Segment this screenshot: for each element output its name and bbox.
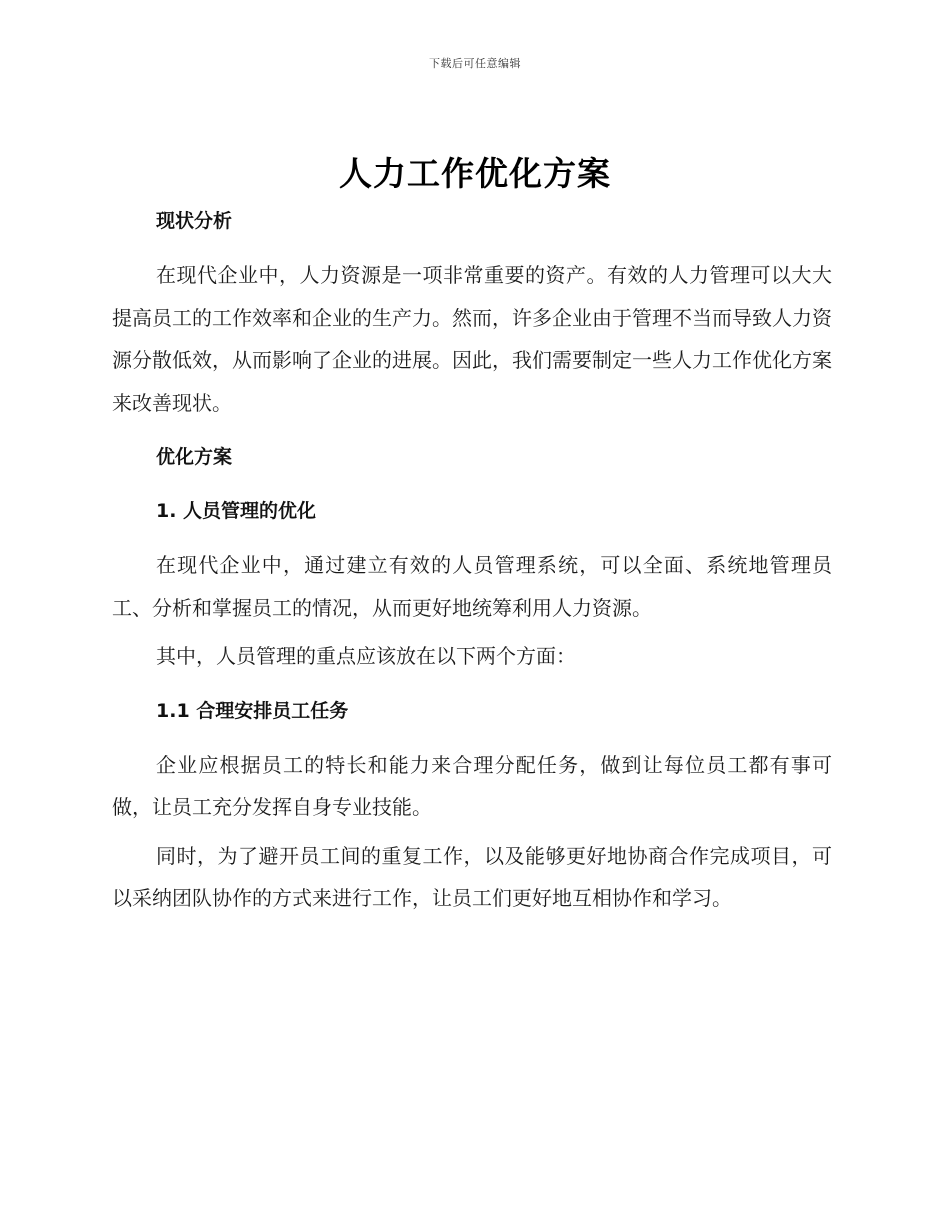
paragraph-task-1: 企业应根据员工的特长和能力来合理分配任务，做到让每位员工都有事可做，让员工充分发挥自身专业技能。 bbox=[112, 752, 832, 819]
document-body bbox=[112, 200, 832, 920]
section-heading-task: 1.1 合理安排员工任务 bbox=[156, 699, 349, 722]
paragraph-status: 在现代企业中，人力资源是一项非常重要的资产。有效的人力管理可以大大提高员工的工作效率和企业的生产力。然而，许多企业由于管理不当而导致人力资源分散低效，从而影响了企业的进展。因此，我们需要制定一些人力工作优化方案来改善现状。 bbox=[112, 263, 832, 415]
page-title: 人力工作优化方案 bbox=[339, 154, 611, 193]
section-heading-plan: 优化方案 bbox=[156, 446, 233, 468]
header-note: 下载后可任意编辑 bbox=[429, 57, 521, 70]
paragraph-personnel: 在现代企业中，通过建立有效的人员管理系统，可以全面、系统地管理员工、分析和掌握员工的情况，从而更好地统筹利用人力资源。 bbox=[112, 553, 832, 620]
paragraph-task-2: 同时，为了避开员工间的重复工作，以及能够更好地协商合作完成项目，可以采纳团队协作的方式来进行工作，让员工们更好地互相协作和学习。 bbox=[112, 843, 832, 910]
section-heading-personnel: 1. 人员管理的优化 bbox=[156, 500, 317, 522]
section-heading-status: 现状分析 bbox=[156, 210, 233, 232]
paragraph-focus: 其中，人员管理的重点应该放在以下两个方面： bbox=[156, 644, 576, 668]
